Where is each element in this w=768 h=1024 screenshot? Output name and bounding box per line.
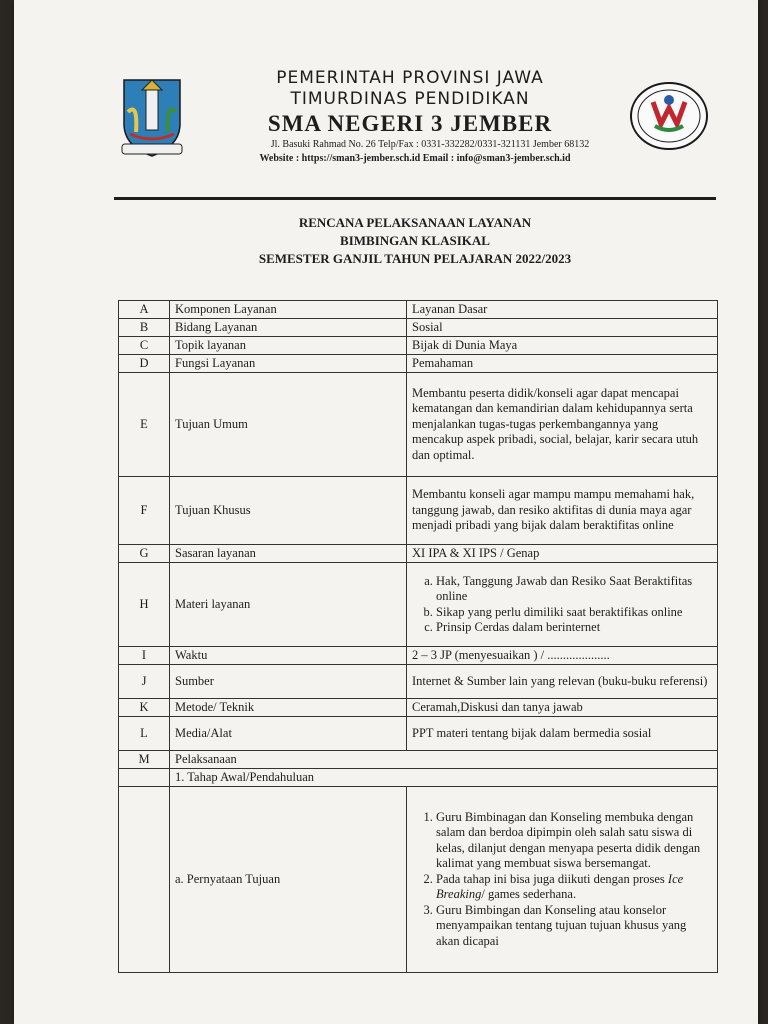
row-value: Sosial — [407, 319, 718, 337]
row-value: Bijak di Dunia Maya — [407, 337, 718, 355]
row-b — [119, 319, 718, 337]
row-value: Ceramah,Diskusi dan tanya jawab — [407, 699, 718, 717]
row-a — [119, 301, 718, 319]
row-code: B — [119, 319, 170, 337]
list-item — [436, 872, 712, 903]
row-j — [119, 665, 718, 699]
row-d — [119, 355, 718, 373]
row-k — [119, 699, 718, 717]
school-contact: Website : https://sman3-jember.sch.id Email : info@sman3-jember.sch.id — [259, 153, 571, 164]
row-label: Sumber — [170, 665, 407, 699]
row-value: XI IPA & XI IPS / Genap — [407, 545, 718, 563]
title-line-3: SEMESTER GANJIL TAHUN PELAJARAN 2022/2023 — [258, 251, 572, 266]
row-i — [119, 647, 718, 665]
document-title — [114, 214, 716, 268]
row-code: A — [119, 301, 170, 319]
gov-line-1: PEMERINTAH PROVINSI JAWA — [276, 68, 544, 88]
document-page — [14, 0, 758, 1024]
step-2-emphasis: Ice Breaking — [436, 871, 684, 902]
row-value: Layanan Dasar — [407, 301, 718, 319]
row-e — [119, 373, 718, 477]
stage-label: 1. Tahap Awal/Pendahuluan — [170, 769, 718, 787]
row-code: F — [119, 477, 170, 545]
step-2-text: Pada tahap ini bisa juga diikuti dengan proses — [436, 871, 668, 886]
letterhead — [14, 60, 758, 195]
row-code-empty — [119, 787, 170, 973]
row-code: L — [119, 717, 170, 751]
row-label: Pelaksanaan — [170, 751, 718, 769]
row-code: J — [119, 665, 170, 699]
row-value — [407, 563, 718, 647]
row-code: D — [119, 355, 170, 373]
row-value — [407, 787, 718, 973]
row-value: Membantu peserta didik/konseli agar dapat mencapai kematangan dan kemandirian dalam kehidupannya serta menjalankan tugas-tugas perkembangannya yang mencakup aspek pribadi, social, belajar, karir secara utuh dan optimal. — [407, 373, 718, 477]
row-m — [119, 751, 718, 769]
row-code: G — [119, 545, 170, 563]
step-2-text-end: / games sederhana. — [481, 887, 577, 902]
header-divider — [114, 197, 716, 200]
row-value: 2 – 3 JP (menyesuaikan ) / .................... — [407, 647, 718, 665]
title-line-1: RENCANA PELAKSANAAN LAYANAN — [298, 215, 532, 230]
row-c — [119, 337, 718, 355]
row-code: I — [119, 647, 170, 665]
school-address: Jl. Basuki Rahmad No. 26 Telp/Fax : 0331-332282/0331-321131 Jember 68132 — [270, 139, 590, 150]
row-f — [119, 477, 718, 545]
row-value: Pemahaman — [407, 355, 718, 373]
list-item: 3. Guru Bimbingan dan Konseling atau konselor menyampaikan tentang tujuan tujuan khusus yang akan dicapai — [436, 903, 712, 950]
row-label: Bidang Layanan — [170, 319, 407, 337]
row-l — [119, 717, 718, 751]
row-label: Topik layanan — [170, 337, 407, 355]
row-code: H — [119, 563, 170, 647]
row-g — [119, 545, 718, 563]
row-label: Media/Alat — [170, 717, 407, 751]
row-code: E — [119, 373, 170, 477]
row-code-empty — [119, 769, 170, 787]
row-label: Waktu — [170, 647, 407, 665]
row-value: Internet & Sumber lain yang relevan (buku-buku referensi) — [407, 665, 718, 699]
list-item: 1. Guru Bimbinagan dan Konseling membuka dengan salam dan berdoa dipimpin oleh salah satu siswa di kelas, dilanjut dengan menyapa peserta didik dengan kalimat yang membuat siswa bersemangat. — [436, 810, 712, 872]
row-label: Materi layanan — [170, 563, 407, 647]
list-item: a. Hak, Tanggung Jawab dan Resiko Saat Beraktifitas online — [436, 574, 712, 605]
list-item: c. Prinsip Cerdas dalam berinternet — [436, 620, 712, 636]
materi-list — [412, 574, 712, 636]
row-h — [119, 563, 718, 647]
row-label: Sasaran layanan — [170, 545, 407, 563]
row-code: K — [119, 699, 170, 717]
row-stage-1a — [119, 787, 718, 973]
plan-table — [118, 300, 718, 973]
row-code: M — [119, 751, 170, 769]
row-code: C — [119, 337, 170, 355]
school-logo — [628, 80, 710, 152]
east-java-emblem-logo — [118, 72, 186, 158]
sub-stage-label: a. Pernyataan Tujuan — [170, 787, 407, 973]
row-label: Komponen Layanan — [170, 301, 407, 319]
list-item: b. Sikap yang perlu dimiliki saat beraktifikas online — [436, 605, 712, 621]
row-value: PPT materi tentang bijak dalam bermedia sosial — [407, 717, 718, 751]
steps-list — [412, 810, 712, 950]
title-line-2: BIMBINGAN KLASIKAL — [340, 233, 490, 248]
row-label: Tujuan Umum — [170, 373, 407, 477]
school-name: SMA NEGERI 3 JEMBER — [267, 111, 553, 136]
row-label: Tujuan Khusus — [170, 477, 407, 545]
row-value: Membantu konseli agar mampu mampu memahami hak, tanggung jawab, dan resiko aktifitas di dunia maya agar menjadi pribadi yang bijak dalam beraktifitas online — [407, 477, 718, 545]
row-label: Metode/ Teknik — [170, 699, 407, 717]
row-label: Fungsi Layanan — [170, 355, 407, 373]
row-stage-1 — [119, 769, 718, 787]
gov-line-2: TIMURDINAS PENDIDIKAN — [290, 89, 530, 109]
